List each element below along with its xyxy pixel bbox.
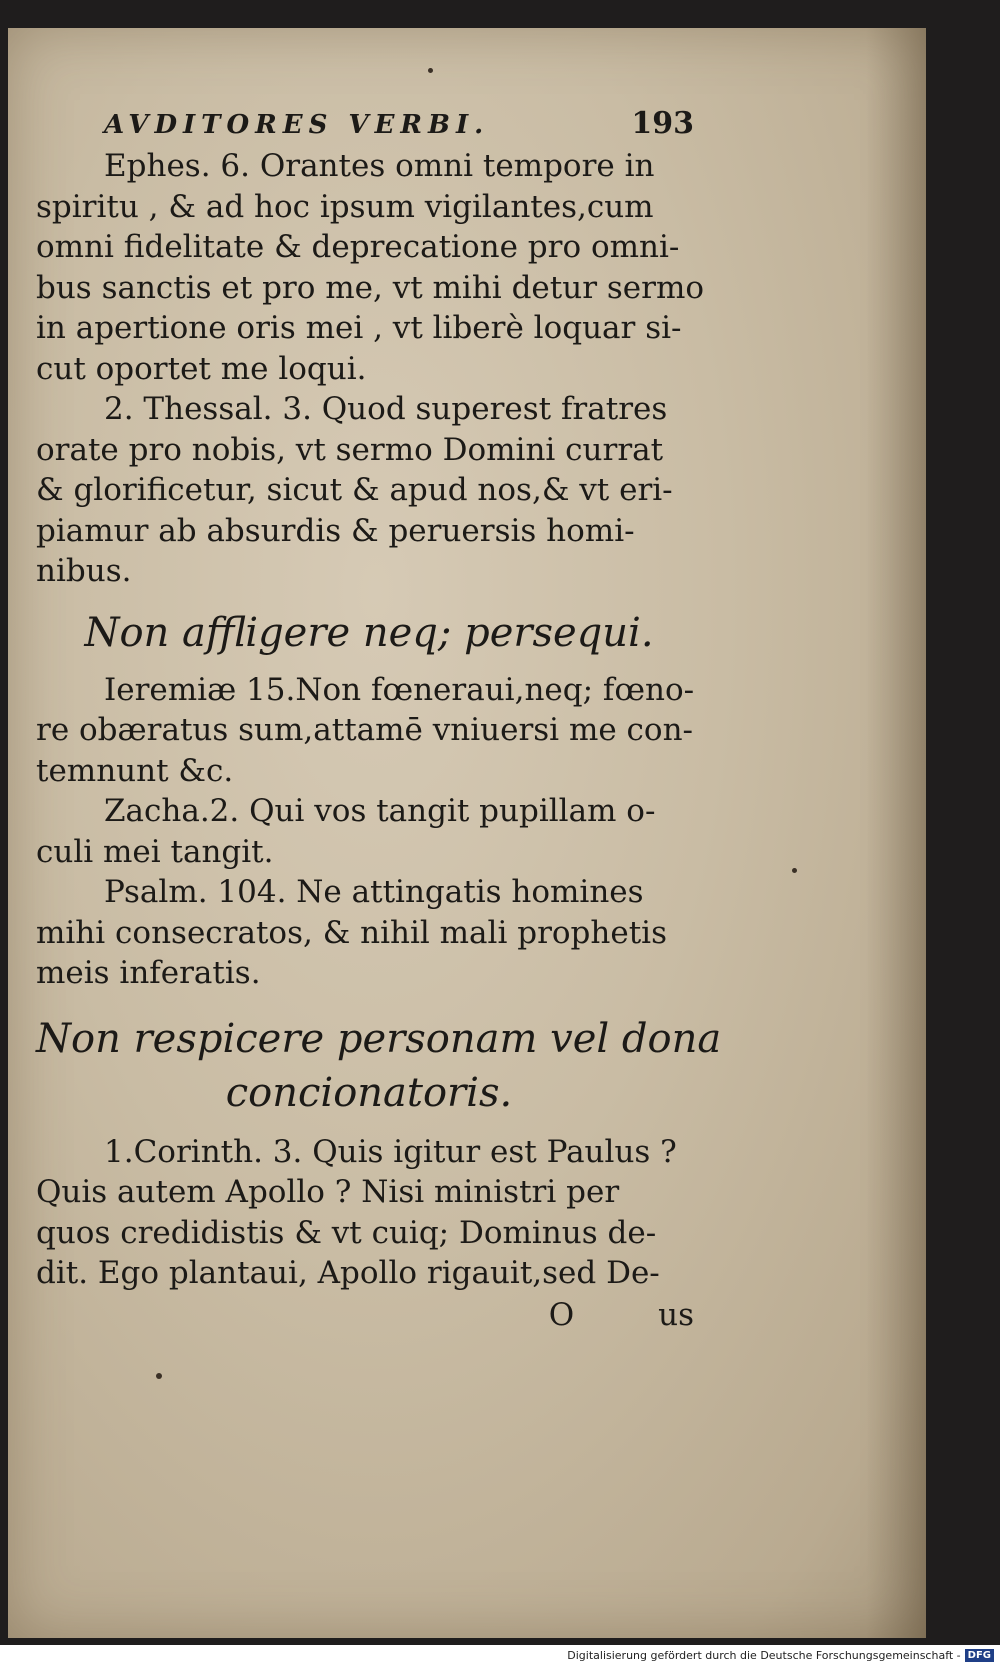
text-line: dit. Ego plantaui, Apollo rigauit,sed De- (36, 1255, 660, 1291)
text-line: omni fidelitate & deprecatione pro omni- (36, 229, 680, 265)
text-line: quos credidistis & vt cuiq; Dominus de- (36, 1214, 657, 1251)
text-line: Ieremiæ 15.Non fœneraui,neq; fœno- (104, 671, 695, 708)
page-footer-marks (36, 1294, 702, 1336)
heading-line: Non affligere neq; persequi. (84, 609, 654, 656)
dfg-logo: DFG (965, 1649, 994, 1662)
page-text (36, 106, 722, 1336)
heading-line: concionatoris. (225, 1069, 513, 1116)
text-line: 2. Thessal. 3. Quod superest fratres (104, 391, 668, 427)
book-page (8, 28, 926, 1638)
digitization-credit: Digitalisierung gefördert durch die Deutsche Forschungsgemeinschaft - (567, 1648, 961, 1662)
text-line: re obæratus sum,attamē vniuersi me con- (36, 712, 694, 748)
text-line: culi mei tangit. (36, 833, 274, 870)
section-heading (36, 1012, 722, 1120)
page-header (36, 106, 702, 146)
text-line: mihi consecratos, & nihil mali prophetis (36, 914, 667, 951)
text-line: & glorificetur, sicut & apud nos,& vt eri- (36, 472, 673, 508)
section-heading (36, 606, 702, 660)
text-line: 1.Corinth. 3. Quis igitur est Paulus ? (104, 1133, 677, 1170)
catchword: us (658, 1296, 694, 1333)
digitization-credit-bar (0, 1645, 1000, 1665)
running-head: AVDITORES VERBI. (104, 110, 490, 140)
paragraph-ephesians (36, 146, 702, 389)
text-line: Psalm. 104. Ne attingatis homines (104, 874, 644, 910)
page-number: 193 (631, 106, 694, 141)
ink-spot (428, 68, 433, 73)
text-line: bus sanctis et pro me, vt mihi detur sermo (36, 269, 704, 306)
paragraph-thessalonians (36, 389, 702, 592)
text-line: in apertione oris mei , vt liberè loquar si- (36, 310, 682, 346)
text-line: nibus. (36, 553, 132, 589)
ink-spot (792, 868, 797, 873)
paragraph-psalm (36, 872, 702, 994)
text-line: Ephes. 6. Orantes omni tempore in (104, 148, 655, 184)
paragraph-corinthians (36, 1132, 702, 1294)
page-gutter-shadow (866, 28, 926, 1638)
text-line: temnunt &c. (36, 752, 234, 789)
heading-line: Non respicere personam vel dona (36, 1015, 722, 1062)
ink-spot (156, 1373, 162, 1379)
text-line: piamur ab absurdis & peruersis homi- (36, 512, 635, 549)
text-line: orate pro nobis, vt sermo Domini currat (36, 431, 664, 468)
signature-mark: O (548, 1296, 575, 1333)
text-line: meis inferatis. (36, 955, 261, 991)
text-line: Quis autem Apollo ? Nisi ministri per (36, 1174, 620, 1210)
text-line: spiritu , & ad hoc ipsum vigilantes,cum (36, 188, 654, 225)
text-line: cut oportet me loqui. (36, 350, 367, 387)
paragraph-zacharias (36, 791, 702, 872)
paragraph-jeremiah (36, 670, 702, 792)
text-line: Zacha.2. Qui vos tangit pupillam o- (104, 793, 656, 829)
